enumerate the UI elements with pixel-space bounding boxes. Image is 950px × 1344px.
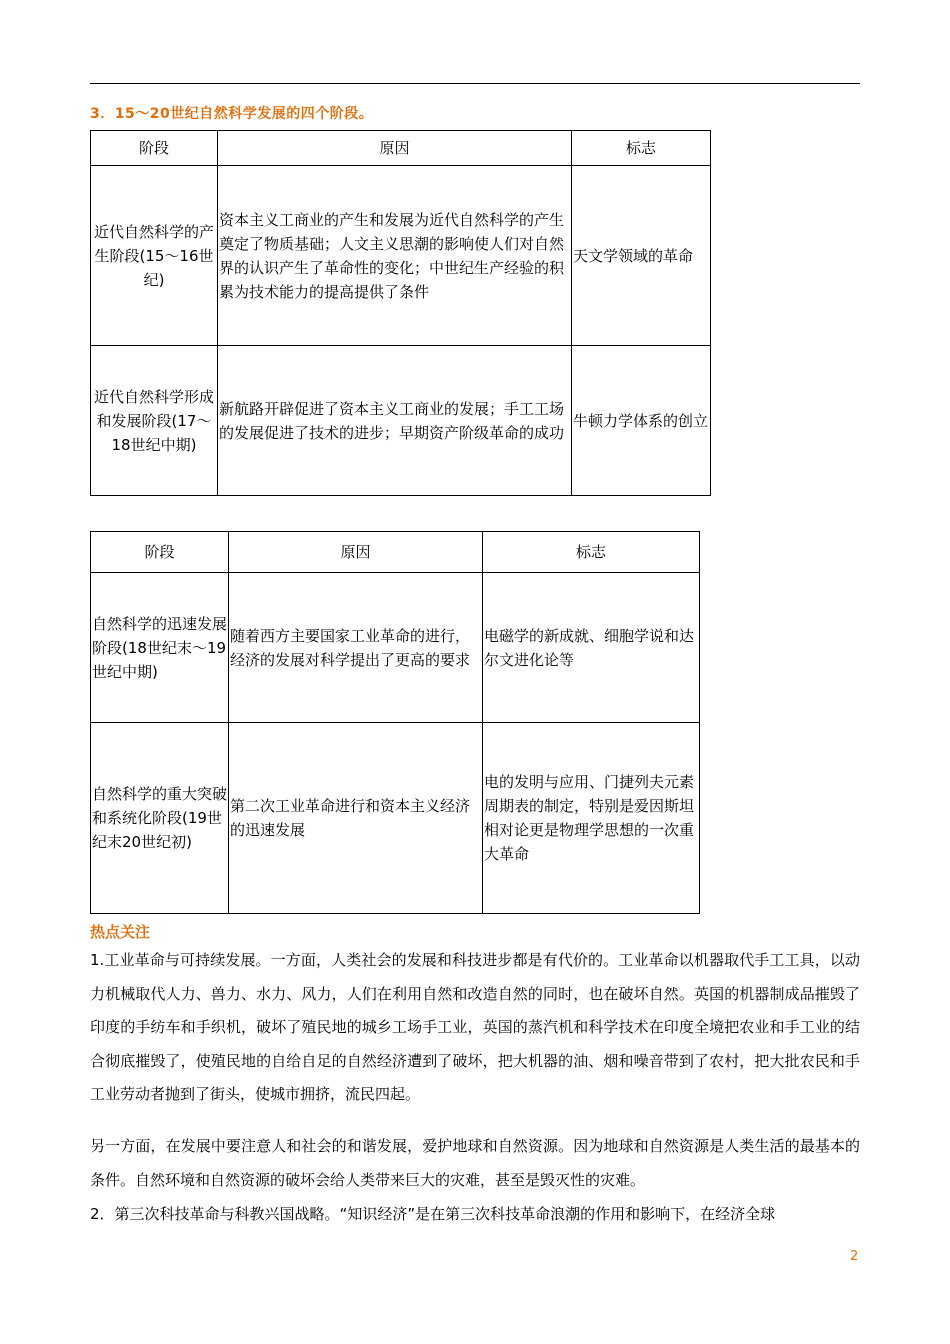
- cell-stage: 自然科学的重大突破和系统化阶段(19世纪末20世纪初): [91, 723, 229, 914]
- paragraph-harmonious-development: 另一方面，在发展中要注意人和社会的和谐发展，爱护地球和自然资源。因为地球和自然资源是人类生活的最基本的条件。自然环境和自然资源的破坏会给人类带来巨大的灾难，甚至是毁灭性的灾难。: [90, 1137, 860, 1189]
- cell-mark: 天文学领域的革命: [572, 166, 711, 346]
- stages-table-1: [90, 130, 711, 496]
- cell-cause: 第二次工业革命进行和资本主义经济的迅速发展: [229, 723, 483, 914]
- header-cause: 原因: [229, 532, 483, 573]
- hot-topics-title: 热点关注: [90, 923, 151, 941]
- cell-cause: 新航路开辟促进了资本主义工商业的发展；手工工场的发展促进了技术的进步；早期资产阶级革命的成功: [218, 346, 572, 496]
- header-cause: 原因: [218, 131, 572, 166]
- header-stage: 阶段: [91, 532, 229, 573]
- cell-stage: 自然科学的迅速发展阶段(18世纪末～19世纪中期): [91, 573, 229, 723]
- cell-cause: 随着西方主要国家工业革命的进行，经济的发展对科学提出了更高的要求: [229, 573, 483, 723]
- cell-cause: 资本主义工商业的产生和发展为近代自然科学的产生奠定了物质基础；人文主义思潮的影响使人们对自然界的认识产生了革命性的变化；中世纪生产经验的积累为技术能力的提高提供了条件: [218, 166, 572, 346]
- table-header-row: [91, 131, 711, 166]
- page-number: 2: [850, 1249, 859, 1264]
- cell-mark: 电磁学的新成就、细胞学说和达尔文进化论等: [483, 573, 700, 723]
- table-row: [91, 166, 711, 346]
- paragraph-third-tech-revolution: 2．第三次科技革命与科教兴国战略。“知识经济”是在第三次科技革命浪潮的作用和影响下，在经济全球: [90, 1205, 776, 1223]
- cell-mark: 牛顿力学体系的创立: [572, 346, 711, 496]
- cell-stage: 近代自然科学的产生阶段(15～16世纪): [91, 166, 218, 346]
- header-mark: 标志: [483, 532, 700, 573]
- cell-stage: 近代自然科学形成和发展阶段(17～18世纪中期): [91, 346, 218, 496]
- table-row: [91, 346, 711, 496]
- section-heading: 3．15～20世纪自然科学发展的四个阶段。: [90, 106, 374, 122]
- table-header-row: [91, 532, 700, 573]
- cell-mark: 电的发明与应用、门捷列夫元素周期表的制定，特别是爱因斯坦相对论更是物理学思想的一次重大革命: [483, 723, 700, 914]
- paragraph-industrial-revolution: 1.工业革命与可持续发展。一方面，人类社会的发展和科技进步都是有代价的。工业革命以机器取代手工工具，以动力机械取代人力、兽力、水力、风力，人们在利用自然和改造自然的同时，也在破坏自然。英国的机器制成品摧毁了印度的手纺车和手织机，破坏了殖民地的城乡工场手工业，英国的蒸汽机和科学技术在印度全境把农业和手工业的结合彻底摧毁了，使殖民地的自给自足的自然经济遭到了破坏，把大机器的油、烟和噪音带到了农村，把大批农民和手工业劳动者抛到了街头，使城市拥挤，流民四起。: [90, 951, 860, 1103]
- stages-table-2: [90, 531, 700, 914]
- header-stage: 阶段: [91, 131, 218, 166]
- header-mark: 标志: [572, 131, 711, 166]
- header-rule: [90, 83, 860, 84]
- table-row: [91, 573, 700, 723]
- table-row: [91, 723, 700, 914]
